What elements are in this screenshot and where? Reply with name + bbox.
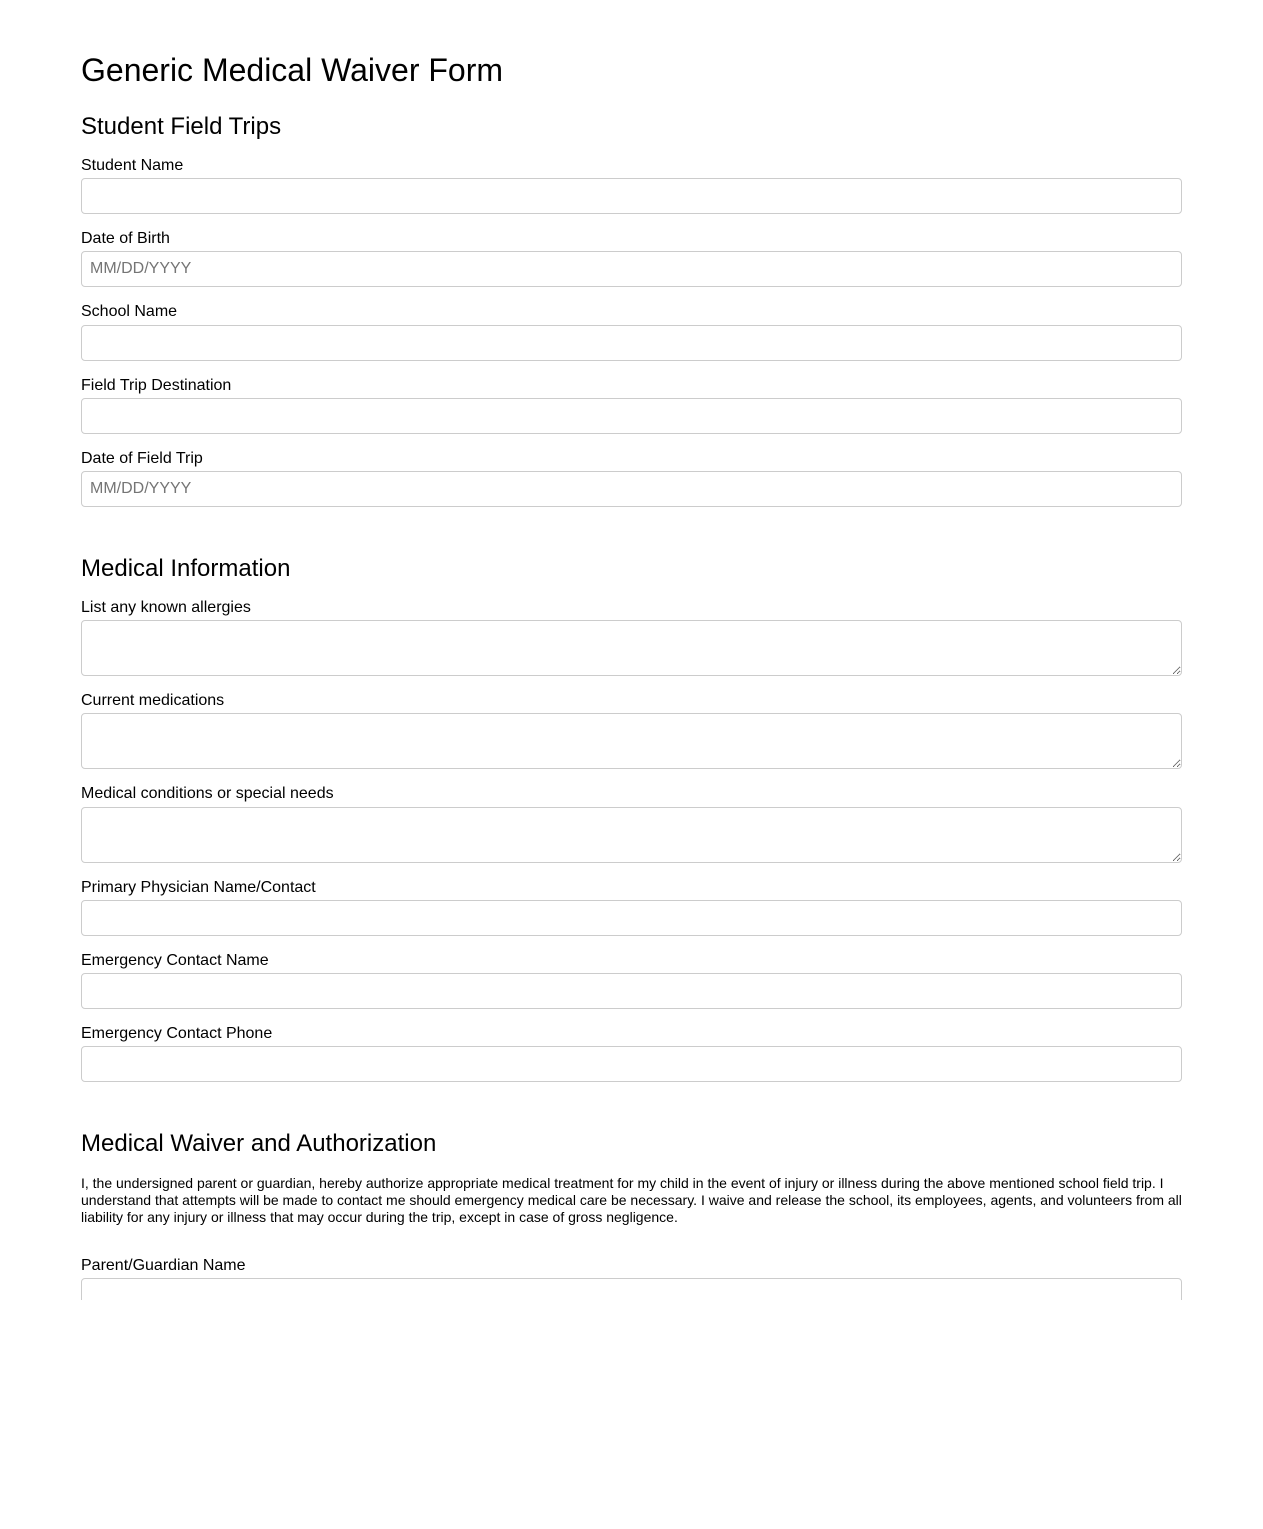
student-name-label: Student Name [81,157,184,174]
field-trip-date-label: Date of Field Trip [81,450,203,467]
field-trip-destination-label: Field Trip Destination [81,377,232,394]
emergency-contact-name-input[interactable] [81,973,1182,1009]
physician-label: Primary Physician Name/Contact [81,879,316,896]
date-of-birth-input[interactable] [81,251,1182,287]
field-trip-date-input[interactable] [81,471,1182,507]
page-title: Generic Medical Waiver Form [81,52,504,88]
section-heading-medical: Medical Information [81,555,291,582]
emergency-contact-phone-input[interactable] [81,1046,1182,1082]
allergies-label: List any known allergies [81,599,251,616]
date-of-birth-label: Date of Birth [81,230,170,247]
section-heading-student: Student Field Trips [81,113,282,140]
school-name-label: School Name [81,303,178,320]
field-trip-destination-input[interactable] [81,398,1182,434]
section-heading-waiver: Medical Waiver and Authorization [81,1130,437,1157]
emergency-contact-name-label: Emergency Contact Name [81,952,269,969]
allergies-textarea[interactable] [81,620,1182,676]
student-name-input[interactable] [81,178,1182,214]
medications-textarea[interactable] [81,713,1182,769]
parent-guardian-name-label: Parent/Guardian Name [81,1257,246,1274]
school-name-input[interactable] [81,325,1182,361]
parent-guardian-name-input[interactable] [81,1278,1182,1300]
medical-conditions-label: Medical conditions or special needs [81,785,334,802]
medical-conditions-textarea[interactable] [81,807,1182,863]
medications-label: Current medications [81,692,225,709]
physician-input[interactable] [81,900,1182,936]
waiver-text: I, the undersigned parent or guardian, hereby authorize appropriate medical treatment for my child in the event of injury or illness during the above mentioned school field trip. I understand that attempts will be made to contact me should emergency medical care be necessary. I waive and release the school, its employees, agents, and volunteers from all liability for any injury or illness that may occur during the trip, except in case of gross negligence. [81,1175,1182,1225]
emergency-contact-phone-label: Emergency Contact Phone [81,1025,273,1042]
